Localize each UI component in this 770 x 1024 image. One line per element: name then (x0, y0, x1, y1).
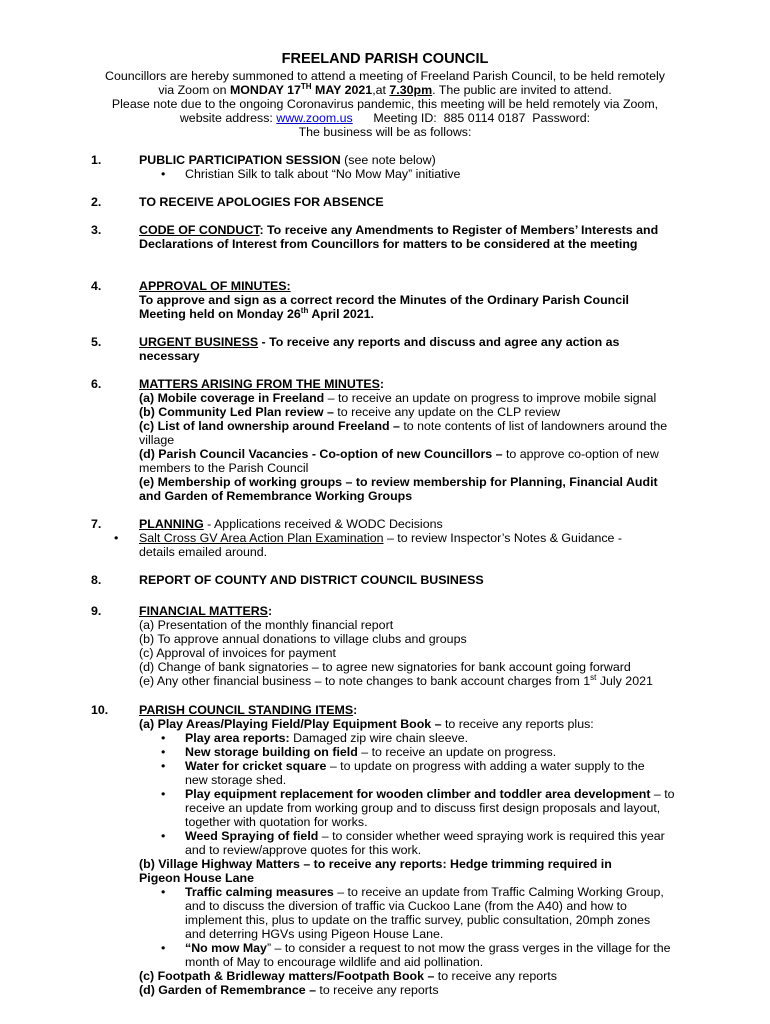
intro-line-2: via Zoom on MONDAY 17TH MAY 2021,at 7.30pm. The public are invited to attend. (158, 82, 612, 97)
item-number: 7. (91, 517, 102, 531)
item-number: 1. (91, 153, 102, 167)
list-item: • New storage building on field – to receive an update on progress. (139, 745, 684, 759)
list-item: (a) Presentation of the monthly financial report (139, 618, 394, 632)
item-number: 3. (91, 223, 102, 237)
list-item: (e) Membership of working groups – to review membership for Planning, Financial Audit and Garden of Remembrance Working Groups (139, 475, 658, 503)
list-item: (d) Change of bank signatories – to agree new signatories for bank account going forward (139, 660, 631, 674)
list-item: • Weed Spraying of field – to consider whether weed spraying work is required this year and to review/approve quotes for this work. (139, 829, 665, 857)
intro-line-3: Please note due to the ongoing Coronavirus pandemic, this meeting will be held remotely via Zoom, (111, 97, 659, 111)
item-number: 4. (91, 279, 102, 293)
item-2: TO RECEIVE APOLOGIES FOR ABSENCE (139, 195, 384, 209)
item-1: PUBLIC PARTICIPATION SESSION (see note below) • Christian Silk to talk about “No Mow May” initiative (139, 153, 684, 181)
list-item: • “No mow May” – to consider a request to not mow the grass verges in the village for the month of May to encourage wildlife and aid pollination. (139, 941, 675, 969)
list-item: • Salt Cross GV Area Action Plan Examination – to review Inspector’s Notes & Guidance - details emailed around. (114, 531, 623, 559)
list-item: (d) Garden of Remembrance – to receive any reports (139, 983, 439, 997)
intro-line-1: Councillors are hereby summoned to attend a meeting of Freeland Parish Council, to be held remotely (105, 69, 665, 83)
list-item: (c) Footpath & Bridleway matters/Footpath Book – to receive any reports (139, 969, 557, 983)
item-number: 9. (91, 604, 102, 618)
list-item: (c) List of land ownership around Freeland – to note contents of list of landowners around the village (139, 419, 668, 447)
item-4: APPROVAL OF MINUTES: To approve and sign as a correct record the Minutes of the Ordinary Parish Council Meeting held on Monday 26th April 2021. (139, 279, 629, 321)
item-3: CODE OF CONDUCT: To receive any Amendments to Register of Members’ Interests and Declarations of Interest from Councillors for matters to be considered at the meeting (139, 223, 659, 251)
list-item: • Traffic calming measures – to receive an update from Traffic Calming Working Group, and to discuss the diversion of traffic via Cuckoo Lane (from the A40) and how to implement this, plus to update on the traffic survey, public consultation, 20mph zones and deterring HGVs using Pigeon House Lane. (139, 885, 670, 941)
item-number: 8. (91, 573, 102, 587)
item-10: PARISH COUNCIL STANDING ITEMS: (a) Play Areas/Playing Field/Play Equipment Book – to receive any reports plus: • Play area reports: Damaged zip wire chain sleeve. • New storage building on field – to receive an update on progress. • Water for cricket square – to update on progress with adding a water supply to the new storage shed. • Play equipment replacement for wooden climber and toddler area development – to receive an update from working group and to discuss first design proposals and layout, together with quotation for works. • Weed Spraying of field – to consider whether weed spraying work is required this year and to review/approve quotes for this work. (b) Village Highway Matters – to receive any reports: Hedge trimming required in Pigeon House Lane • Traffic calming measures – to receive an update from Traffic Calming Working Group, and to discuss the diversion of traffic via Cuckoo Lane (from the A40) and how to implement this, plus to update on the traffic survey, public consultation, 20mph zones and deterring HGVs using Pigeon House Lane. • “No mow May” – to consider a request to not mow the grass verges in the village for the month of May to encourage wildlife and aid pollination. (c) Footpath & Bridleway matters/Footpath Book – to receive any reports (d) Garden of Remembrance – to receive any reports (139, 703, 684, 997)
item-number: 10. (91, 703, 109, 717)
planning-link[interactable]: Salt Cross GV Area Action Plan Examination (139, 531, 384, 545)
item-7: PLANNING - Applications received & WODC Decisions (139, 517, 443, 531)
list-item: • Water for cricket square – to update on progress with adding a water supply to the new storage shed. (139, 759, 670, 787)
page-title: FREELAND PARISH COUNCIL (281, 51, 489, 67)
list-item: • Christian Silk to talk about “No Mow May” initiative (139, 167, 684, 181)
list-item: (e) Any other financial business – to note changes to bank account charges from 1st July 2021 (139, 673, 653, 688)
item-number: 6. (91, 377, 102, 391)
list-item: • Play area reports: Damaged zip wire chain sleeve. (139, 731, 684, 745)
intro-line-5: The business will be as follows: (298, 125, 472, 139)
list-item: (d) Parish Council Vacancies - Co-option of new Councillors – to approve co-option of new members to the Parish Council (139, 447, 659, 475)
zoom-link[interactable]: www.zoom.us (276, 111, 353, 125)
list-item: (a) Play Areas/Playing Field/Play Equipment Book – to receive any reports plus: (139, 717, 594, 731)
intro-line-4: website address: www.zoom.us Meeting ID: 885 0114 0187 Password: (179, 111, 591, 125)
item-5: URGENT BUSINESS - To receive any reports and discuss and agree any action as necessary (139, 335, 620, 363)
list-item: • Play equipment replacement for wooden climber and toddler area development – to receive an update from working group and to discuss first design proposals and layout, together with quotation for works. (139, 787, 680, 829)
item-6: MATTERS ARISING FROM THE MINUTES: (a) Mobile coverage in Freeland – to receive an update on progress to improve mobile signal (b) Community Led Plan review – to receive any update on the CLP review (c) List of land ownership around Freeland – to note contents of list of landowners around the village (d) Parish Council Vacancies - Co-option of new Councillors – to approve co-option of new members to the Parish Council (e) Membership of working groups – to review membership for Planning, Financial Audit and Garden of Remembrance Working Groups (139, 377, 684, 503)
list-item: (b) To approve annual donations to village clubs and groups (139, 632, 467, 646)
meeting-time: 7.30pm (389, 83, 433, 97)
list-item: (b) Village Highway Matters – to receive any reports: Hedge trimming required in Pigeon House Lane (139, 857, 612, 885)
item-9: FINANCIAL MATTERS: (a) Presentation of the monthly financial report (b) To approve annual donations to village clubs and groups (c) Approval of invoices for payment (d) Change of bank signatories – to agree new signatories for bank account going forward (e) Any other financial business – to note changes to bank account charges from 1st July 2021 (139, 604, 684, 688)
item-8: REPORT OF COUNTY AND DISTRICT COUNCIL BUSINESS (139, 573, 484, 587)
list-item: (c) Approval of invoices for payment (139, 646, 336, 660)
item-number: 5. (91, 335, 102, 349)
item-number: 2. (91, 195, 102, 209)
list-item: (b) Community Led Plan review – to receive any update on the CLP review (139, 405, 561, 419)
list-item: (a) Mobile coverage in Freeland – to receive an update on progress to improve mobile signal (139, 391, 657, 405)
